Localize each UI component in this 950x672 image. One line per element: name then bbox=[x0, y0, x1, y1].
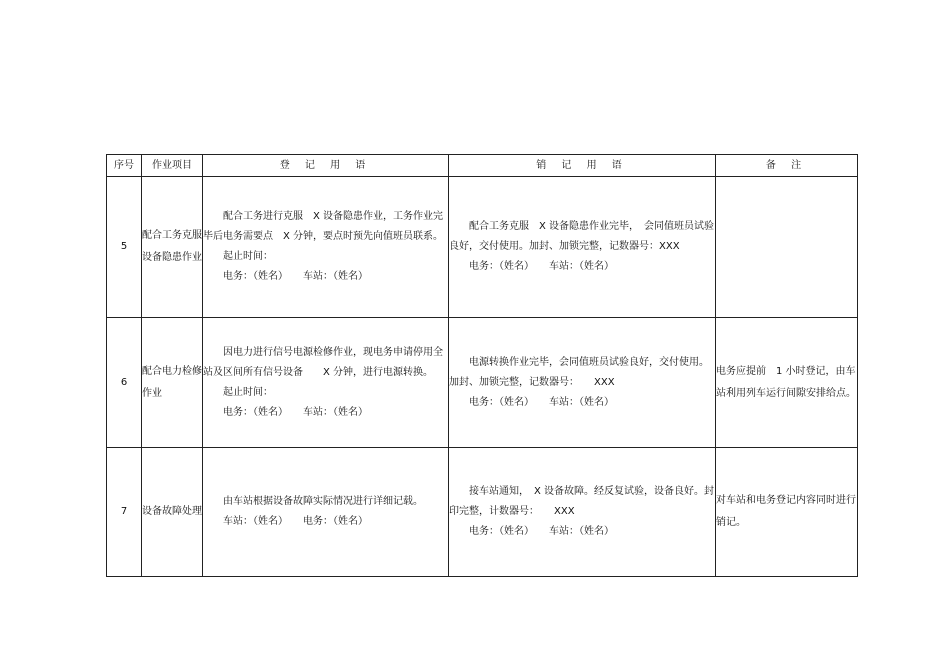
row-item: 配合工务克服设备隐患作业 bbox=[142, 177, 203, 318]
register-time: 起止时间： bbox=[223, 251, 273, 262]
row-cancel bbox=[449, 318, 716, 448]
row-remark: 对车站和电务登记内容同时进行销记。 bbox=[716, 448, 858, 577]
cancel-text: 接车站通知， X 设备故障。经反复试验，设备良好。封印完整，计数器号： XXX bbox=[449, 486, 715, 517]
register-sign: 车站：（姓名） 电务：（姓名） bbox=[223, 516, 368, 527]
row-remark bbox=[716, 177, 858, 318]
header-cancel: 销 记 用 语 bbox=[449, 155, 716, 177]
register-text: 由车站根据设备故障实际情况进行详细记载。 bbox=[223, 496, 423, 507]
cancel-sign: 电务：（姓名） 车站：（姓名） bbox=[469, 396, 614, 408]
row-seq: 6 bbox=[107, 318, 142, 448]
cancel-text: 配合工务克服 X 设备隐患作业完毕， 会同值班员试验良好，交付使用。加封、加锁完整，记数器号：XXX bbox=[449, 221, 715, 252]
register-sign: 电务：（姓名） 车站：（姓名） bbox=[223, 406, 368, 418]
register-text: 因电力进行信号电源检修作业，现电务申请停用全站及区间所有信号设备 X 分钟，进行电源转换。 bbox=[203, 346, 443, 378]
row-seq: 5 bbox=[107, 177, 142, 318]
table-row bbox=[107, 448, 858, 577]
row-register bbox=[203, 448, 449, 577]
header-register: 登 记 用 语 bbox=[203, 155, 449, 177]
register-text: 配合工务进行克服 X 设备隐患作业，工务作业完毕后电务需要点 X 分钟，要点时预先向值班员联系。 bbox=[203, 211, 444, 242]
row-register bbox=[203, 318, 449, 448]
table-row bbox=[107, 318, 858, 448]
work-log-table bbox=[106, 154, 858, 577]
row-register bbox=[203, 177, 449, 318]
table-header-row bbox=[107, 155, 858, 177]
row-remark: 电务应提前 1 小时登记，由车站利用列车运行间隙安排给点。 bbox=[716, 318, 858, 448]
cancel-sign: 电务：（姓名） 车站：（姓名） bbox=[469, 526, 614, 537]
cancel-sign: 电务：（姓名） 车站：（姓名） bbox=[469, 261, 614, 272]
row-item: 设备故障处理 bbox=[142, 448, 203, 577]
cancel-text: 电源转换作业完毕，会同值班员试验良好，交付使用。加封、加锁完整，记数器号： XXX bbox=[449, 356, 709, 388]
table-row bbox=[107, 177, 858, 318]
header-remark: 备 注 bbox=[716, 155, 858, 177]
row-cancel bbox=[449, 177, 716, 318]
register-time: 起止时间： bbox=[223, 386, 273, 398]
header-seq: 序号 bbox=[107, 155, 142, 177]
row-cancel bbox=[449, 448, 716, 577]
row-seq: 7 bbox=[107, 448, 142, 577]
register-sign: 电务：（姓名） 车站：（姓名） bbox=[223, 271, 368, 282]
header-item: 作业项目 bbox=[142, 155, 203, 177]
row-item: 配合电力检修作业 bbox=[142, 318, 203, 448]
